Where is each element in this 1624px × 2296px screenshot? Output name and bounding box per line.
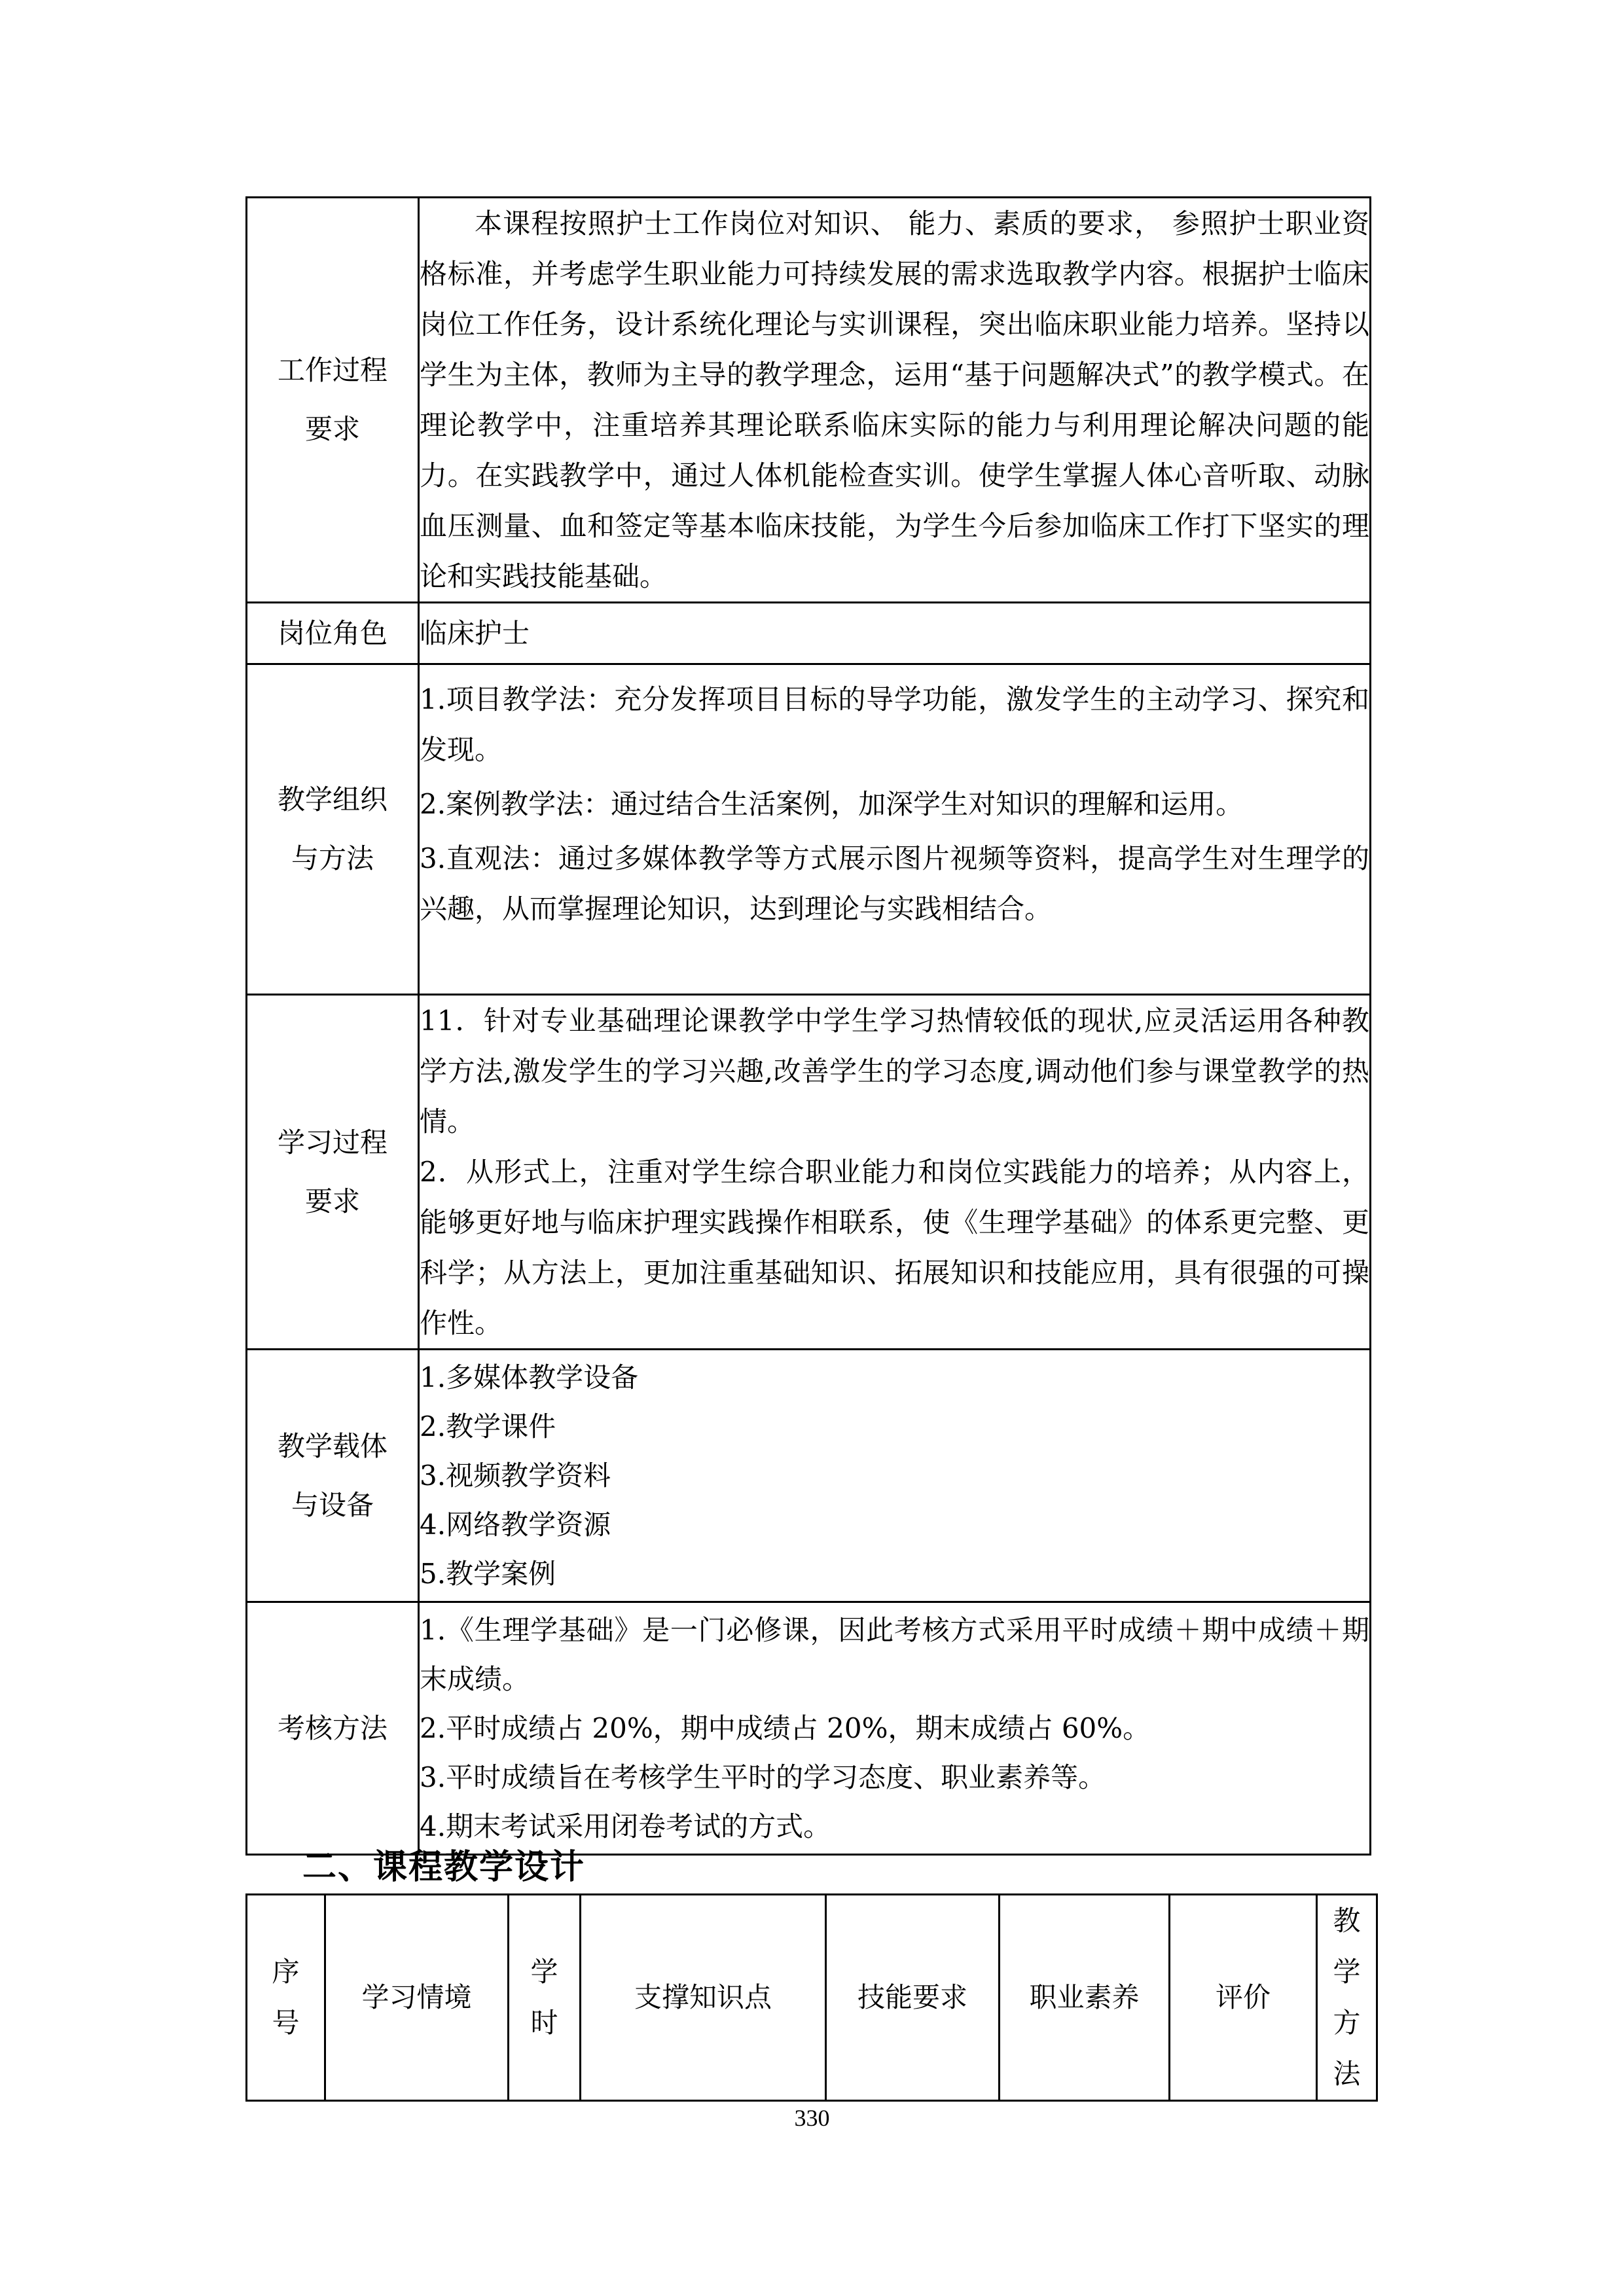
list-item: 1.《生理学基础》是一门必修课，因此考核方式采用平时成绩＋期中成绩＋期末成绩。 — [420, 1614, 1369, 1695]
column-header: 序 号 — [247, 1895, 325, 2101]
list-item: 11．针对专业基础理论课教学中学生学习热情较低的现状,应灵活运用各种教学方法,激发学生的学习兴趣,改善学生的学习态度,调动他们参与课堂教学的热情。 — [420, 1005, 1369, 1138]
list-item: 2.案例教学法：通过结合生活案例，加深学生对知识的理解和运用。 — [420, 788, 1244, 820]
list-item: 1.项目教学法：充分发挥项目目标的导学功能，激发学生的主动学习、探究和发现。 — [420, 683, 1369, 766]
column-header: 技能要求 — [826, 1895, 1000, 2101]
list-item: 3.视频教学资料 — [420, 1460, 611, 1492]
table-row — [247, 198, 1371, 603]
row-label: 工作过程 要求 — [247, 198, 419, 603]
row-content — [419, 995, 1371, 1350]
list-item: 2.教学课件 — [420, 1410, 556, 1443]
table-header-row — [247, 1895, 1377, 2101]
column-header: 支撑知识点 — [581, 1895, 826, 2101]
job-role-text: 临床护士 — [420, 617, 530, 649]
list-item: 1.多媒体教学设备 — [420, 1361, 639, 1393]
table-row — [247, 664, 1371, 995]
list-item: 2．从形式上，注重对学生综合职业能力和岗位实践能力的培养；从内容上，能够更好地与临床护理实践操作相联系，使《生理学基础》的体系更完整、更科学；从方法上，更加注重基础知识、拓展知识和技能应用，具有很强的可操作性。 — [420, 1156, 1369, 1339]
column-header: 教学 方法 — [1317, 1895, 1377, 2101]
row-label: 教学组织 与方法 — [247, 664, 419, 995]
table-row — [247, 603, 1371, 664]
list-item: 3.平时成绩旨在考核学生平时的学习态度、职业素养等。 — [420, 1761, 1106, 1793]
column-header: 评价 — [1170, 1895, 1317, 2101]
row-label: 岗位角色 — [247, 603, 419, 664]
row-label: 考核方法 — [247, 1602, 419, 1855]
list-item: 3.直观法：通过多媒体教学等方式展示图片视频等资料，提高学生对生理学的兴趣，从而掌握理论知识，达到理论与实践相结合。 — [420, 842, 1369, 925]
work-process-paragraph: 本课程按照护士工作岗位对知识、 能力、素质的要求， 参照护士职业资格标准，并考虑学生职业能力可持续发展的需求选取教学内容。根据护士临床岗位工作任务，设计系统化理论与实训课程，突出临床职业能力培养。坚持以学生为主体，教师为主导的教学理念，运用“基于问题解决式”的教学模式。在理论教学中，注重培养其理论联系临床实际的能力与利用理论解决问题的能力。在实践教学中，通过人体机能检查实训。使学生掌握人体心音听取、动脉血压测量、血和签定等基本临床技能，为学生今后参加临床工作打下坚实的理论和实践技能基础。 — [420, 207, 1369, 592]
list-item: 5.教学案例 — [420, 1558, 556, 1590]
row-label: 学习过程 要求 — [247, 995, 419, 1350]
table-row — [247, 1602, 1371, 1855]
column-header: 学 时 — [509, 1895, 581, 2101]
section-heading: 二、课程教学设计 — [302, 1848, 586, 1887]
list-item: 4.网络教学资源 — [420, 1509, 611, 1541]
row-content — [419, 198, 1371, 603]
table-row — [247, 995, 1371, 1350]
course-requirements-table — [245, 196, 1371, 1856]
row-label: 教学载体 与设备 — [247, 1350, 419, 1602]
table-row — [247, 1350, 1371, 1602]
course-design-table — [245, 1893, 1378, 2102]
page-number: 330 — [794, 2105, 830, 2131]
list-item: 4.期末考试采用闭卷考试的方式。 — [420, 1810, 831, 1842]
row-content — [419, 1602, 1371, 1855]
column-header: 学习情境 — [325, 1895, 509, 2101]
list-item: 2.平时成绩占 20%，期中成绩占 20%，期末成绩占 60%。 — [420, 1712, 1151, 1744]
row-content — [419, 1350, 1371, 1602]
row-content — [419, 603, 1371, 664]
row-content — [419, 664, 1371, 995]
column-header: 职业素养 — [1000, 1895, 1170, 2101]
